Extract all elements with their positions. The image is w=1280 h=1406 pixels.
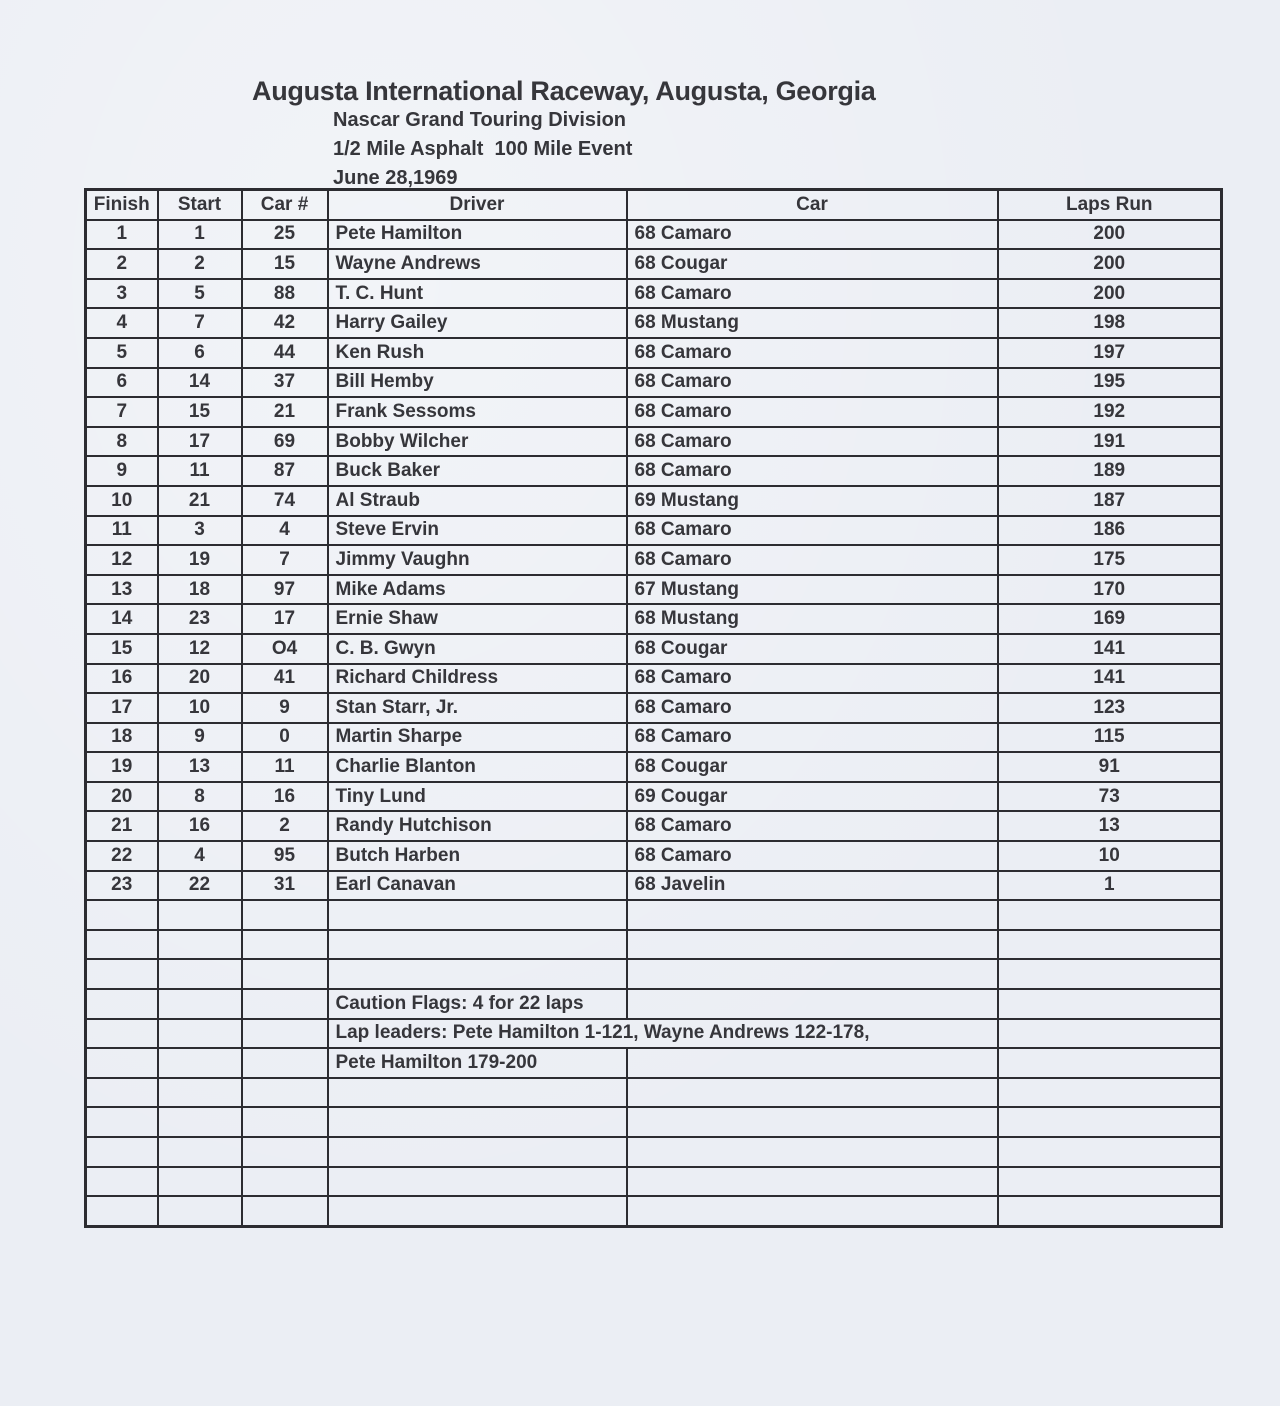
finish-cell: 9	[86, 456, 158, 486]
laps-cell: 200	[998, 279, 1222, 309]
empty-row	[86, 1107, 1222, 1137]
finish-cell: 13	[86, 575, 158, 605]
car-cell: 68 Camaro	[627, 456, 998, 486]
result-row	[86, 516, 1222, 546]
empty-cell	[998, 989, 1222, 1019]
car-number-cell: 95	[242, 841, 328, 871]
driver-cell: Jimmy Vaughn	[328, 545, 627, 575]
laps-cell: 198	[998, 308, 1222, 338]
empty-cell	[328, 900, 627, 930]
empty-cell	[158, 1107, 242, 1137]
start-cell: 13	[158, 752, 242, 782]
driver-cell: Bobby Wilcher	[328, 427, 627, 457]
car-number-cell: 74	[242, 486, 328, 516]
result-row	[86, 604, 1222, 634]
lap-leaders-continuation-row	[86, 1048, 1222, 1078]
finish-cell: 16	[86, 664, 158, 694]
result-row	[86, 456, 1222, 486]
result-row	[86, 782, 1222, 812]
car-cell: 68 Camaro	[627, 220, 998, 250]
empty-cell	[86, 1048, 158, 1078]
finish-cell: 6	[86, 368, 158, 398]
car-cell: 68 Camaro	[627, 427, 998, 457]
empty-row	[86, 1078, 1222, 1108]
laps-cell: 170	[998, 575, 1222, 605]
driver-cell: Earl Canavan	[328, 871, 627, 901]
laps-cell: 123	[998, 693, 1222, 723]
results-table	[84, 188, 1223, 1228]
empty-cell	[158, 1019, 242, 1049]
subtitle-date: June 28,1969	[333, 167, 458, 189]
car-number-cell: 4	[242, 516, 328, 546]
car-cell: 68 Camaro	[627, 545, 998, 575]
driver-cell: Randy Hutchison	[328, 811, 627, 841]
laps-cell: 197	[998, 338, 1222, 368]
subtitle-division: Nascar Grand Touring Division	[333, 109, 627, 131]
empty-cell	[242, 959, 328, 989]
empty-cell	[242, 1048, 328, 1078]
car-number-cell: 41	[242, 664, 328, 694]
car-cell: 68 Camaro	[627, 811, 998, 841]
laps-cell: 200	[998, 220, 1222, 250]
empty-cell	[158, 930, 242, 960]
empty-row	[86, 1137, 1222, 1167]
result-row	[86, 397, 1222, 427]
start-cell: 5	[158, 279, 242, 309]
empty-cell	[86, 1078, 158, 1108]
empty-cell	[86, 1019, 158, 1049]
empty-cell	[627, 1196, 998, 1226]
finish-cell: 17	[86, 693, 158, 723]
result-row	[86, 841, 1222, 871]
empty-row	[86, 930, 1222, 960]
car-number-cell: 31	[242, 871, 328, 901]
empty-cell	[328, 1196, 627, 1226]
result-row	[86, 811, 1222, 841]
lap-leaders-row	[86, 1019, 1222, 1049]
start-cell: 20	[158, 664, 242, 694]
empty-cell	[998, 1078, 1222, 1108]
finish-cell: 11	[86, 516, 158, 546]
car-cell: 68 Camaro	[627, 841, 998, 871]
finish-cell: 12	[86, 545, 158, 575]
empty-cell	[998, 959, 1222, 989]
empty-cell	[998, 1019, 1222, 1049]
start-cell: 3	[158, 516, 242, 546]
finish-cell: 18	[86, 723, 158, 753]
empty-cell	[86, 1196, 158, 1226]
car-number-cell: 37	[242, 368, 328, 398]
empty-cell	[86, 959, 158, 989]
car-number-cell: 15	[242, 249, 328, 279]
empty-cell	[242, 1167, 328, 1197]
start-cell: 15	[158, 397, 242, 427]
finish-cell: 5	[86, 338, 158, 368]
empty-cell	[86, 900, 158, 930]
finish-cell: 4	[86, 308, 158, 338]
start-cell: 2	[158, 249, 242, 279]
result-row	[86, 486, 1222, 516]
empty-cell	[242, 1078, 328, 1108]
start-cell: 18	[158, 575, 242, 605]
empty-cell	[998, 1107, 1222, 1137]
car-cell: 68 Camaro	[627, 338, 998, 368]
empty-cell	[328, 1167, 627, 1197]
finish-cell: 2	[86, 249, 158, 279]
empty-cell	[158, 1196, 242, 1226]
empty-cell	[86, 1107, 158, 1137]
result-row	[86, 723, 1222, 753]
car-cell: 68 Camaro	[627, 279, 998, 309]
driver-cell: Butch Harben	[328, 841, 627, 871]
finish-cell: 7	[86, 397, 158, 427]
car-cell: 67 Mustang	[627, 575, 998, 605]
page-title: Augusta International Raceway, Augusta, Georgia	[252, 76, 876, 106]
finish-cell: 1	[86, 220, 158, 250]
laps-cell: 192	[998, 397, 1222, 427]
empty-cell	[998, 1196, 1222, 1226]
result-row	[86, 664, 1222, 694]
driver-cell: Buck Baker	[328, 456, 627, 486]
car-number-cell: 16	[242, 782, 328, 812]
car-cell: 68 Camaro	[627, 723, 998, 753]
car-cell: 68 Mustang	[627, 308, 998, 338]
car-cell: 68 Camaro	[627, 693, 998, 723]
finish-cell: 19	[86, 752, 158, 782]
start-cell: 10	[158, 693, 242, 723]
driver-cell: T. C. Hunt	[328, 279, 627, 309]
empty-cell	[158, 1048, 242, 1078]
empty-cell	[627, 900, 998, 930]
car-number-cell: 25	[242, 220, 328, 250]
driver-cell: Bill Hemby	[328, 368, 627, 398]
result-row	[86, 308, 1222, 338]
table-header-row	[86, 190, 1222, 220]
header-car-number: Car #	[242, 190, 328, 220]
result-row	[86, 634, 1222, 664]
empty-cell	[242, 1019, 328, 1049]
driver-cell: Stan Starr, Jr.	[328, 693, 627, 723]
driver-cell: Al Straub	[328, 486, 627, 516]
empty-cell	[158, 900, 242, 930]
start-cell: 1	[158, 220, 242, 250]
header-finish: Finish	[86, 190, 158, 220]
start-cell: 6	[158, 338, 242, 368]
empty-cell	[328, 930, 627, 960]
empty-cell	[158, 959, 242, 989]
laps-cell: 189	[998, 456, 1222, 486]
car-cell: 69 Cougar	[627, 782, 998, 812]
laps-cell: 73	[998, 782, 1222, 812]
driver-cell: Frank Sessoms	[328, 397, 627, 427]
start-cell: 21	[158, 486, 242, 516]
lap-leaders-continuation: Pete Hamilton 179-200	[328, 1048, 627, 1078]
laps-cell: 200	[998, 249, 1222, 279]
finish-cell: 3	[86, 279, 158, 309]
empty-cell	[242, 989, 328, 1019]
finish-cell: 10	[86, 486, 158, 516]
car-number-cell: 87	[242, 456, 328, 486]
start-cell: 17	[158, 427, 242, 457]
header-driver: Driver	[328, 190, 627, 220]
empty-cell	[86, 1167, 158, 1197]
empty-cell	[998, 1167, 1222, 1197]
header-laps-run: Laps Run	[998, 190, 1222, 220]
laps-cell: 1	[998, 871, 1222, 901]
lap-leaders-note: Lap leaders: Pete Hamilton 1-121, Wayne Andrews 122-178,	[328, 1019, 998, 1049]
car-cell: 68 Mustang	[627, 604, 998, 634]
header-car: Car	[627, 190, 998, 220]
empty-cell	[158, 1137, 242, 1167]
empty-cell	[627, 1167, 998, 1197]
laps-cell: 13	[998, 811, 1222, 841]
empty-cell	[627, 930, 998, 960]
laps-cell: 191	[998, 427, 1222, 457]
finish-cell: 14	[86, 604, 158, 634]
driver-cell: Mike Adams	[328, 575, 627, 605]
empty-row	[86, 900, 1222, 930]
car-number-cell: 17	[242, 604, 328, 634]
empty-cell	[328, 959, 627, 989]
laps-cell: 195	[998, 368, 1222, 398]
result-row	[86, 752, 1222, 782]
car-number-cell: 7	[242, 545, 328, 575]
car-number-cell: 42	[242, 308, 328, 338]
results-tbody	[86, 220, 1222, 1227]
driver-cell: Richard Childress	[328, 664, 627, 694]
empty-row	[86, 1196, 1222, 1226]
finish-cell: 23	[86, 871, 158, 901]
empty-cell	[998, 930, 1222, 960]
driver-cell: Tiny Lund	[328, 782, 627, 812]
result-row	[86, 427, 1222, 457]
car-cell: 68 Camaro	[627, 664, 998, 694]
laps-cell: 187	[998, 486, 1222, 516]
start-cell: 4	[158, 841, 242, 871]
car-cell: 68 Javelin	[627, 871, 998, 901]
empty-cell	[242, 1107, 328, 1137]
start-cell: 8	[158, 782, 242, 812]
start-cell: 23	[158, 604, 242, 634]
empty-cell	[158, 1167, 242, 1197]
start-cell: 11	[158, 456, 242, 486]
empty-cell	[86, 1137, 158, 1167]
laps-cell: 141	[998, 664, 1222, 694]
empty-cell	[242, 1196, 328, 1226]
driver-cell: C. B. Gwyn	[328, 634, 627, 664]
laps-cell: 141	[998, 634, 1222, 664]
car-number-cell: 9	[242, 693, 328, 723]
empty-cell	[627, 1137, 998, 1167]
empty-cell	[242, 930, 328, 960]
empty-cell	[627, 959, 998, 989]
empty-cell	[328, 1137, 627, 1167]
driver-cell: Ken Rush	[328, 338, 627, 368]
driver-cell: Ernie Shaw	[328, 604, 627, 634]
caution-flags-note: Caution Flags: 4 for 22 laps	[328, 989, 627, 1019]
caution-flags-row	[86, 989, 1222, 1019]
car-number-cell: O4	[242, 634, 328, 664]
header-start: Start	[158, 190, 242, 220]
empty-cell	[328, 1107, 627, 1137]
finish-cell: 15	[86, 634, 158, 664]
car-number-cell: 11	[242, 752, 328, 782]
empty-cell	[627, 1048, 998, 1078]
empty-cell	[158, 1078, 242, 1108]
subtitle-track-event: 1/2 Mile Asphalt 100 Mile Event	[333, 138, 633, 160]
result-row	[86, 279, 1222, 309]
car-number-cell: 21	[242, 397, 328, 427]
driver-cell: Harry Gailey	[328, 308, 627, 338]
start-cell: 16	[158, 811, 242, 841]
laps-cell: 91	[998, 752, 1222, 782]
result-row	[86, 338, 1222, 368]
start-cell: 7	[158, 308, 242, 338]
empty-cell	[627, 989, 998, 1019]
empty-cell	[242, 1137, 328, 1167]
start-cell: 22	[158, 871, 242, 901]
car-number-cell: 2	[242, 811, 328, 841]
car-number-cell: 88	[242, 279, 328, 309]
result-row	[86, 545, 1222, 575]
laps-cell: 115	[998, 723, 1222, 753]
start-cell: 9	[158, 723, 242, 753]
result-row	[86, 693, 1222, 723]
laps-cell: 186	[998, 516, 1222, 546]
car-number-cell: 44	[242, 338, 328, 368]
driver-cell: Pete Hamilton	[328, 220, 627, 250]
finish-cell: 8	[86, 427, 158, 457]
driver-cell: Charlie Blanton	[328, 752, 627, 782]
empty-cell	[328, 1078, 627, 1108]
subtitle-block	[333, 106, 632, 193]
result-row	[86, 575, 1222, 605]
empty-row	[86, 959, 1222, 989]
laps-cell: 169	[998, 604, 1222, 634]
empty-cell	[998, 900, 1222, 930]
empty-cell	[627, 1107, 998, 1137]
empty-cell	[158, 989, 242, 1019]
car-cell: 68 Camaro	[627, 368, 998, 398]
car-cell: 68 Camaro	[627, 516, 998, 546]
finish-cell: 22	[86, 841, 158, 871]
start-cell: 19	[158, 545, 242, 575]
empty-cell	[242, 900, 328, 930]
start-cell: 14	[158, 368, 242, 398]
car-cell: 68 Cougar	[627, 249, 998, 279]
empty-cell	[627, 1078, 998, 1108]
result-row	[86, 368, 1222, 398]
empty-row	[86, 1167, 1222, 1197]
finish-cell: 21	[86, 811, 158, 841]
finish-cell: 20	[86, 782, 158, 812]
result-row	[86, 249, 1222, 279]
result-row	[86, 220, 1222, 250]
car-cell: 68 Camaro	[627, 397, 998, 427]
driver-cell: Steve Ervin	[328, 516, 627, 546]
empty-cell	[86, 989, 158, 1019]
driver-cell: Wayne Andrews	[328, 249, 627, 279]
result-row	[86, 871, 1222, 901]
driver-cell: Martin Sharpe	[328, 723, 627, 753]
car-cell: 69 Mustang	[627, 486, 998, 516]
car-cell: 68 Cougar	[627, 634, 998, 664]
start-cell: 12	[158, 634, 242, 664]
empty-cell	[998, 1048, 1222, 1078]
laps-cell: 10	[998, 841, 1222, 871]
car-number-cell: 69	[242, 427, 328, 457]
car-number-cell: 0	[242, 723, 328, 753]
empty-cell	[998, 1137, 1222, 1167]
car-cell: 68 Cougar	[627, 752, 998, 782]
car-number-cell: 97	[242, 575, 328, 605]
laps-cell: 175	[998, 545, 1222, 575]
empty-cell	[86, 930, 158, 960]
